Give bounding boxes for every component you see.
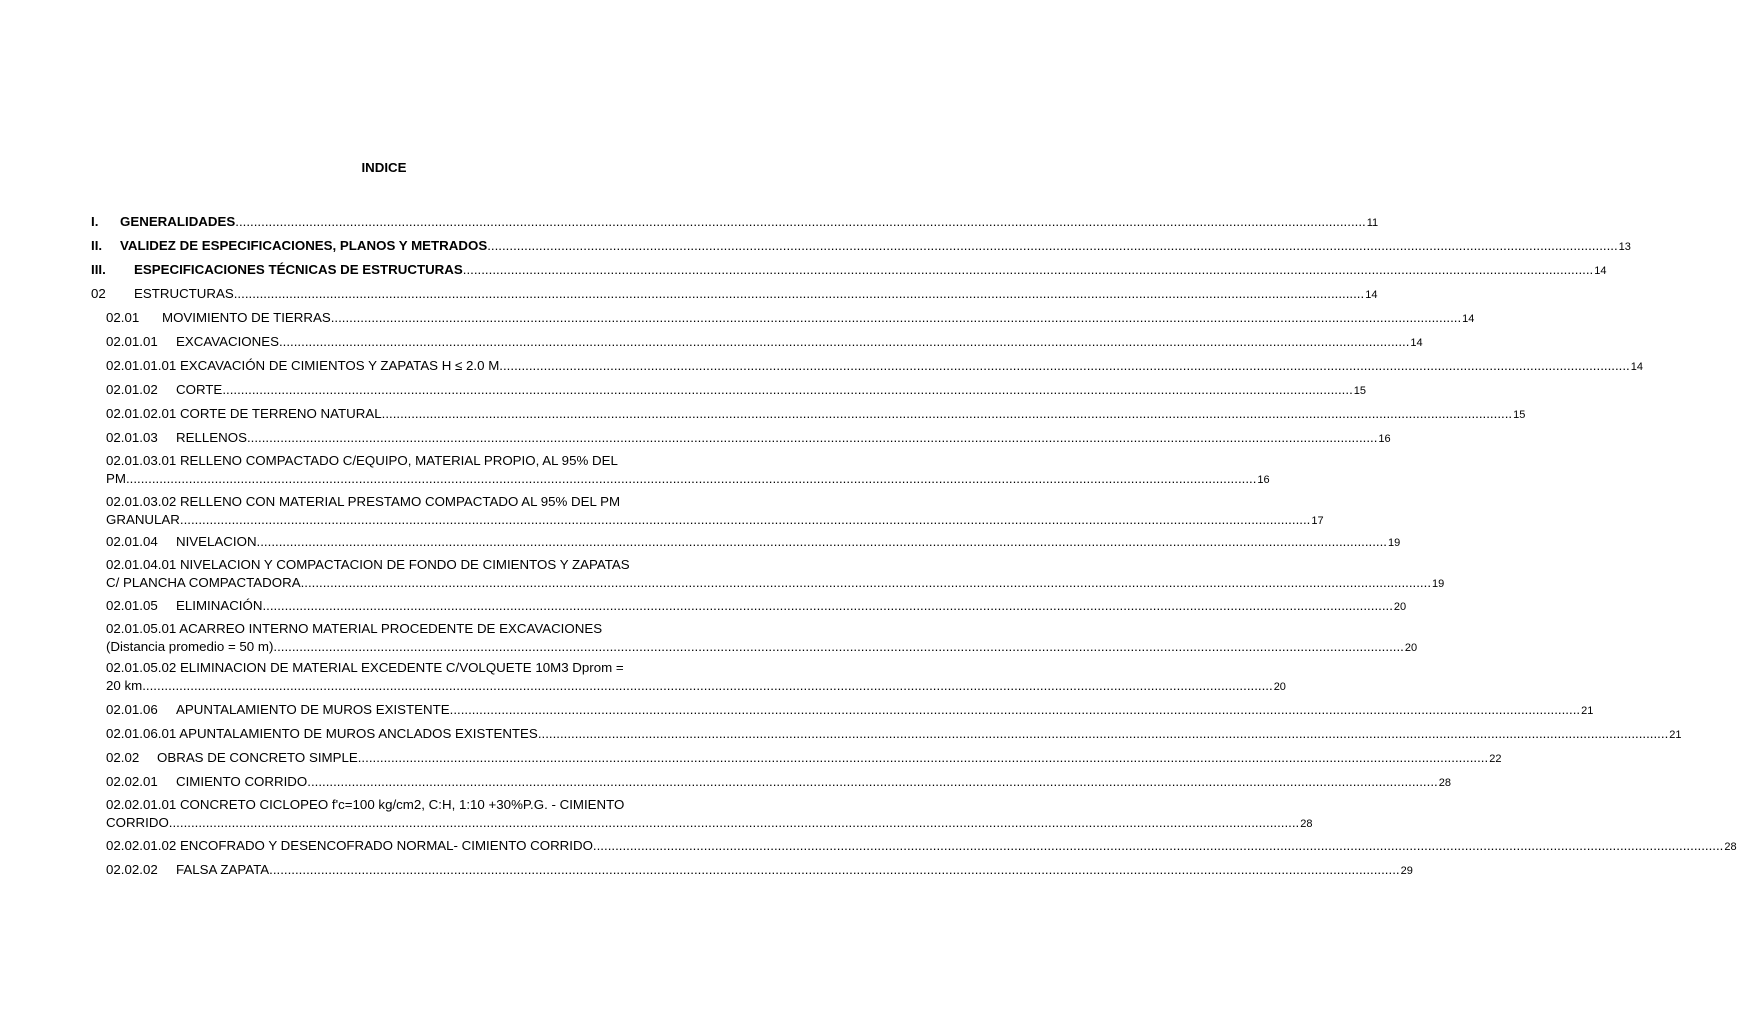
toc-entry-label: GENERALIDADES xyxy=(120,214,236,229)
leader-dots xyxy=(463,261,1593,279)
leader-dots xyxy=(593,837,1723,855)
toc-entry-label: EXCAVACIONES xyxy=(176,334,279,349)
toc-entry[interactable] xyxy=(106,725,1682,744)
leader-dots xyxy=(126,470,1256,488)
leader-dots xyxy=(301,574,1431,592)
page-title: INDICE xyxy=(361,160,407,175)
toc-entry-page: 29 xyxy=(1400,865,1413,877)
toc-entry-label: ELIMINACIÓN xyxy=(176,598,263,613)
toc-entry[interactable] xyxy=(106,357,1644,376)
toc-entry-label: APUNTALAMIENTO DE MUROS EXISTENTE xyxy=(176,702,450,717)
toc-entry-page: 28 xyxy=(1300,818,1313,830)
toc-entry-page: 14 xyxy=(1462,313,1475,325)
toc-entry-page: 20 xyxy=(1393,601,1407,613)
leader-dots xyxy=(307,773,1437,791)
toc-entry[interactable] xyxy=(106,429,1391,448)
toc-entry-label-continued: (Distancia promedio = 50 m) xyxy=(106,639,274,654)
toc-entry-page: 13 xyxy=(1618,241,1631,253)
toc-entry[interactable] xyxy=(106,837,1737,856)
toc-entry[interactable] xyxy=(106,452,1270,489)
toc-entry-page: 21 xyxy=(1581,705,1594,717)
leader-dots xyxy=(499,357,1629,375)
toc-entry-label: 02.01.03.02 RELLENO CON MATERIAL PRESTAMO COMPACTADO AL 95% DEL PM xyxy=(106,494,621,509)
toc-entry-label: VALIDEZ DE ESPECIFICACIONES, PLANOS Y METRADOS xyxy=(120,238,488,253)
toc-entry[interactable] xyxy=(106,597,1407,616)
toc-entry-number: 02.01.05 xyxy=(106,598,158,613)
leader-dots xyxy=(331,309,1461,327)
leader-dots xyxy=(358,749,1488,767)
toc-entry[interactable] xyxy=(91,213,1379,232)
toc-entry-page: 20 xyxy=(1404,642,1418,654)
toc-entry[interactable] xyxy=(106,381,1367,400)
leader-dots xyxy=(247,429,1377,447)
toc-entry-label: OBRAS DE CONCRETO SIMPLE xyxy=(157,750,358,765)
toc-entry-label: CORTE xyxy=(176,382,223,397)
leader-dots xyxy=(487,237,1617,255)
leader-dots xyxy=(169,814,1299,832)
toc-entry[interactable] xyxy=(106,701,1594,720)
toc-entry-label: 02.01.05.02 ELIMINACION DE MATERIAL EXCEDENTE C/VOLQUETE 10M3 Dprom = xyxy=(106,660,624,675)
toc-entry-page: 15 xyxy=(1513,409,1526,421)
leader-dots xyxy=(538,725,1668,743)
toc-entry-number: 02.02.02 xyxy=(106,862,158,877)
toc-entry-label: RELLENOS xyxy=(176,430,247,445)
toc-entry[interactable] xyxy=(106,333,1423,352)
toc-entry-page: 14 xyxy=(1410,337,1423,349)
leader-dots xyxy=(222,381,1352,399)
toc-entry-page: 28 xyxy=(1438,777,1451,789)
toc-entry-label: 02.01.06.01 APUNTALAMIENTO DE MUROS ANCLADOS EXISTENTES xyxy=(106,726,538,741)
toc-entry[interactable] xyxy=(106,533,1401,552)
toc-entry-number: 02 xyxy=(91,286,106,301)
toc-entry-page: 17 xyxy=(1311,515,1324,527)
toc-entry[interactable] xyxy=(106,556,1445,593)
toc-entry-number: 02.01.03 xyxy=(106,430,158,445)
leader-dots xyxy=(262,597,1392,615)
toc-entry[interactable] xyxy=(91,261,1607,280)
toc-entry[interactable] xyxy=(106,749,1502,768)
toc-entry-label: 02.01.02.01 CORTE DE TERRENO NATURAL xyxy=(106,406,382,421)
toc-entry-number: I. xyxy=(91,214,99,229)
toc-entry-page: 16 xyxy=(1257,474,1270,486)
toc-entry-label: 02.01.05.01 ACARREO INTERNO MATERIAL PROCEDENTE DE EXCAVACIONES xyxy=(106,621,603,636)
leader-dots xyxy=(279,333,1409,351)
toc-entry-number: II. xyxy=(91,238,103,253)
toc-entry-label-continued: C/ PLANCHA COMPACTADORA xyxy=(106,575,301,590)
toc-entry[interactable] xyxy=(106,493,1324,530)
toc-entry-label: 02.02.01.02 ENCOFRADO Y DESENCOFRADO NORMAL- CIMIENTO CORRIDO xyxy=(106,838,593,853)
toc-entry-number: III. xyxy=(91,262,106,277)
toc-entry-label: 02.01.01.01 EXCAVACIÓN DE CIMIENTOS Y ZAPATAS H ≤ 2.0 M xyxy=(106,358,500,373)
toc-entry[interactable] xyxy=(106,796,1313,833)
toc-entry-label: CIMIENTO CORRIDO xyxy=(176,774,308,789)
toc-entry-page: 21 xyxy=(1669,729,1682,741)
toc-entry-label: ESTRUCTURAS xyxy=(134,286,234,301)
toc-entry[interactable] xyxy=(106,861,1413,880)
toc-entry-page: 11 xyxy=(1366,217,1379,229)
toc-entry-label: MOVIMIENTO DE TIERRAS xyxy=(162,310,331,325)
toc-entry-label: 02.01.03.01 RELLENO COMPACTADO C/EQUIPO, MATERIAL PROPIO, AL 95% DEL xyxy=(106,453,618,468)
toc-entry[interactable] xyxy=(106,773,1451,792)
toc-entry-page: 20 xyxy=(1273,681,1286,693)
leader-dots xyxy=(235,213,1365,231)
toc-entry-label-continued: PM xyxy=(106,471,126,486)
toc-entry-label: ESPECIFICACIONES TÉCNICAS DE ESTRUCTURAS xyxy=(134,262,463,277)
leader-dots xyxy=(273,638,1403,656)
toc-entry-page: 15 xyxy=(1353,385,1367,397)
leader-dots xyxy=(234,285,1364,303)
toc-entry[interactable] xyxy=(106,405,1526,424)
leader-dots xyxy=(180,511,1310,529)
toc-entry-number: 02.02 xyxy=(106,750,140,765)
toc-entry-label: 02.01.04.01 NIVELACION Y COMPACTACION DE FONDO DE CIMIENTOS Y ZAPATAS xyxy=(106,557,630,572)
toc-entry-label: NIVELACION xyxy=(176,534,257,549)
leader-dots xyxy=(142,677,1272,695)
toc-entry-page: 19 xyxy=(1432,578,1445,590)
leader-dots xyxy=(382,405,1512,423)
toc-entry[interactable] xyxy=(106,659,1286,696)
leader-dots xyxy=(450,701,1580,719)
toc-entry-page: 14 xyxy=(1594,265,1607,277)
leader-dots xyxy=(269,861,1399,879)
toc-entry-page: 19 xyxy=(1388,537,1401,549)
toc-entry-label-continued: CORRIDO xyxy=(106,815,169,830)
toc-entry[interactable] xyxy=(91,285,1378,304)
toc-entry[interactable] xyxy=(91,237,1631,256)
toc-entry-number: 02.02.01 xyxy=(106,774,158,789)
toc-entry[interactable] xyxy=(106,309,1475,328)
toc-entry-page: 16 xyxy=(1378,433,1391,445)
toc-entry-label-continued: 20 km xyxy=(106,678,143,693)
toc-entry-page: 22 xyxy=(1489,753,1502,765)
toc-entry-page: 14 xyxy=(1365,289,1378,301)
toc-entry-number: 02.01.02 xyxy=(106,382,158,397)
toc-entry-label: FALSA ZAPATA xyxy=(176,862,270,877)
toc-entry-number: 02.01.01 xyxy=(106,334,158,349)
toc-entry-page: 14 xyxy=(1630,361,1644,373)
toc-entry-number: 02.01.06 xyxy=(106,702,158,717)
toc-entry[interactable] xyxy=(106,620,1418,657)
toc-entry-page: 28 xyxy=(1724,841,1737,853)
toc-entry-number: 02.01 xyxy=(106,310,140,325)
toc-entry-label: 02.02.01.01 CONCRETO CICLOPEO f'c=100 kg/cm2, C:H, 1:10 +30%P.G. - CIMIENTO xyxy=(106,797,625,812)
leader-dots xyxy=(257,533,1387,551)
toc-entry-number: 02.01.04 xyxy=(106,534,158,549)
toc-entry-label-continued: GRANULAR xyxy=(106,512,180,527)
